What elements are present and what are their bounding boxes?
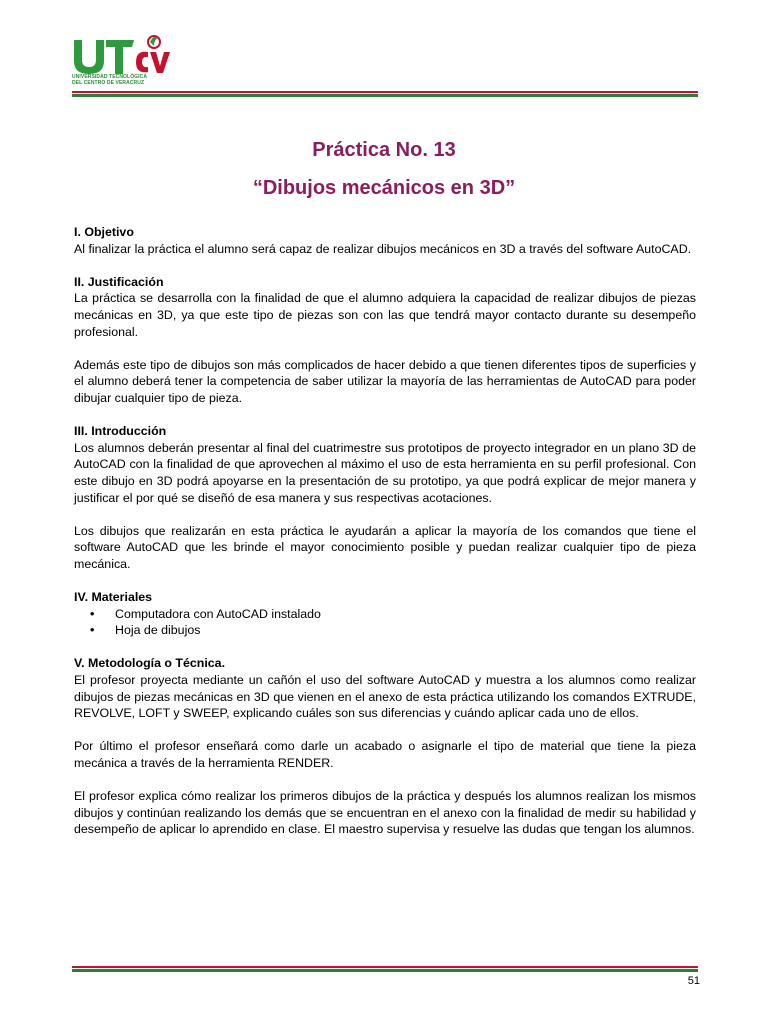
page-number: 51 [687,975,700,987]
section-heading-justificacion: II. Justificación [74,274,164,289]
section-heading-materiales: IV. Materiales [74,590,153,605]
paragraph-introduccion-2: Los dibujos que realizarán en esta práctica le ayudarán a aplicar la mayoría de los comandos que tiene el software AutoCAD que les brinde el mayor conocimiento posible y puedan realizar cualquier tipo de pieza mecánica. [74,523,696,571]
paragraph-justificacion-2: Además este tipo de dibujos son más complicados de hacer debido a que tienen diferentes tipos de superficies y el alumno deberá tener la competencia de saber utilizar la mayoría de las herramientas de AutoCAD para poder dibujar cualquier tipo de pieza. [74,357,696,405]
section-heading-objetivo: I. Objetivo [74,225,134,239]
footer-rule-green [72,969,698,972]
paragraph-introduccion-1: Los alumnos deberán presentar al final del cuatrimestre sus prototipos de proyecto integrador en un plano 3D de AutoCAD con la finalidad de que aprovechen al máximo el uso de esta herramienta en su perfil profesional. Con este dibujo en 3D podrá apoyarse en la presentación de su prototipo, ya que podrá explicar de mejor manera y justificar el por qué se diseñó de esa manera y sus respectivas acotaciones. [74,440,696,505]
logo-tagline [72,74,147,86]
document-body [74,224,696,838]
practice-subject-title: “Dibujos mecánicos en 3D” [252,177,516,199]
section-heading-metodologia: V. Metodología o Técnica. [74,656,226,671]
header-rule-red [72,91,698,93]
paragraph-metodologia-2: Por último el profesor enseñará como darle un acabado o asignarle el tipo de material que tiene la pieza mecánica a través de la herramienta RENDER. [74,739,696,770]
list-item: • Computadora con AutoCAD instalado [74,606,696,623]
header-rule-green [72,94,698,97]
paragraph-justificacion-1: La práctica se desarrolla con la finalidad de que el alumno adquiera la capacidad de realizar dibujos de piezas mecánicas en 3D, ya que este tipo de piezas son con las que tendrá mayor contacto durante su desempeño profesional. [74,291,696,339]
list-item: • Hoja de dibujos [74,622,696,639]
practice-number-title: Práctica No. 13 [312,139,456,161]
section-heading-introduccion: III. Introducción [74,424,167,439]
paragraph-metodologia-3: El profesor explica cómo realizar los primeros dibujos de la práctica y después los alumnos realizan los mismos dibujos y continúan realizando los demás que se encuentran en el anexo con la finalidad de medir su habilidad y desempeño de aplicar lo aprendido en clase. El maestro supervisa y resuelve las dudas que tengan los alumnos. [74,789,696,837]
logo-tagline-line2: DEL CENTRO DE VERACRUZ [72,80,145,86]
paragraph-objetivo: Al finalizar la práctica el alumno será capaz de realizar dibujos mecánicos en 3D a través del software AutoCAD. [74,241,692,256]
footer-rule-red [72,966,698,968]
materials-list [74,606,696,639]
paragraph-metodologia-1: El profesor proyecta mediante un cañón el uso del software AutoCAD y muestra a los alumnos como realizar dibujos de piezas mecánicas en 3D que vienen en el anexo de esta práctica utilizando los comandos EXTRUDE, REVOLVE, LOFT y SWEEP, explicando cuáles son sus diferencias y cuándo aplicar cada uno de ellos. [74,673,696,721]
logo-tagline-line1: UNIVERSIDAD TECNOLÓGICA [72,74,148,80]
